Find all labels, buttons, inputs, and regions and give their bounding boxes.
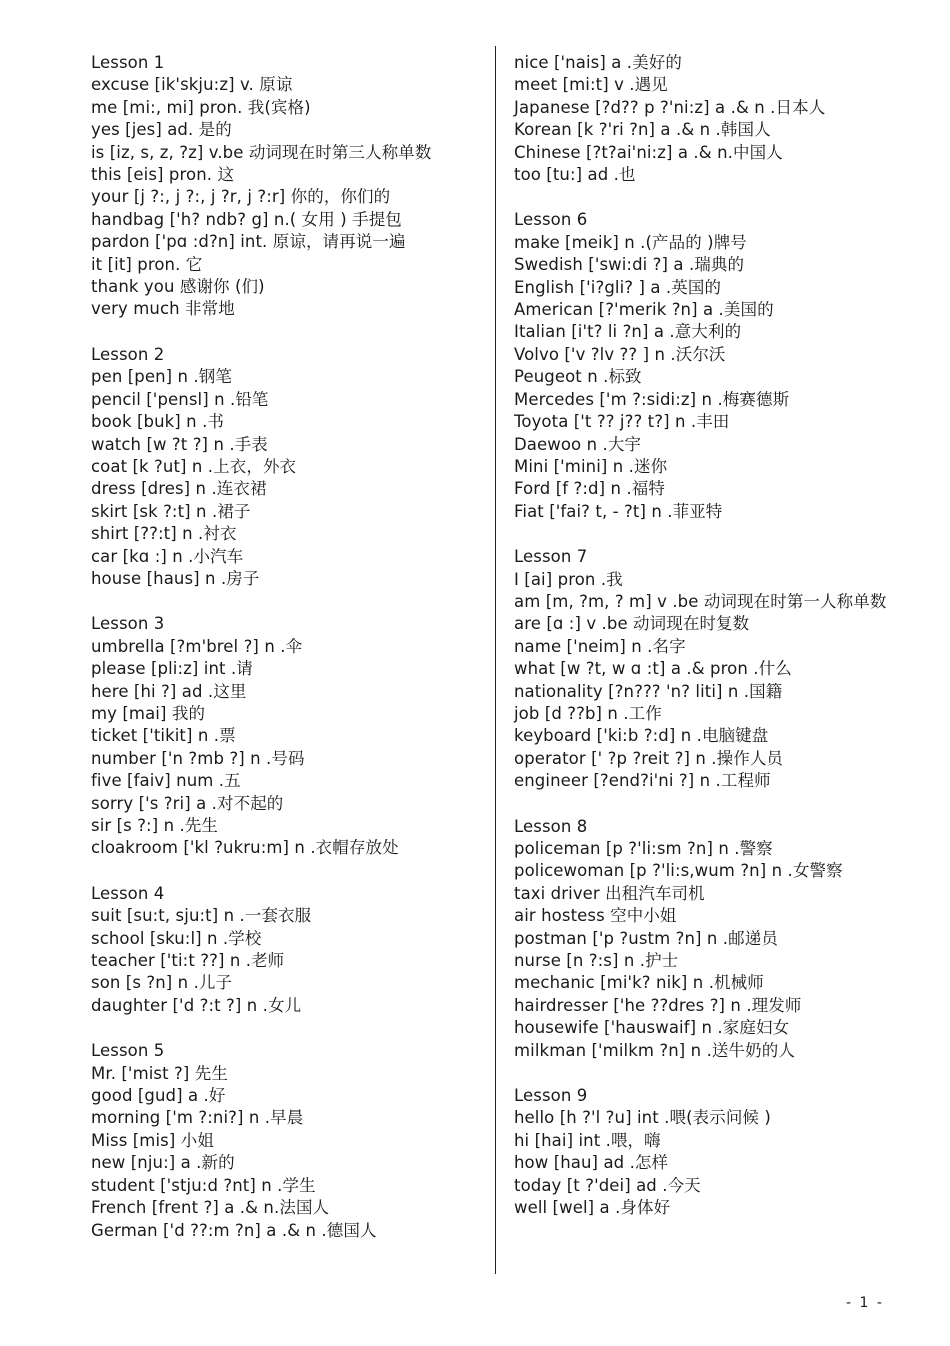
vocab-entry: American [?'merik ?n] a .美国的 [514, 300, 774, 320]
vocab-entry: is [iz, s, z, ?z] v.be 动词现在时第三人称单数 [91, 142, 432, 162]
vocab-entry: Fiat ['fai? t, - ?t] n .菲亚特 [514, 501, 723, 521]
lesson-title: Lesson 9 [514, 1086, 588, 1106]
vocab-entry: French [frent ?] a .& n.法国人 [91, 1198, 330, 1218]
vocab-entry: Chinese [?t?ai'ni:z] a .& n.中国人 [514, 142, 783, 162]
vocab-entry: Ford [f ?:d] n .福特 [514, 479, 665, 499]
vocab-entry: dress [dres] n .连衣裙 [91, 479, 267, 499]
vocab-entry: good [gud] a .好 [91, 1086, 226, 1106]
vocab-entry: here [hi ?] ad .这里 [91, 681, 247, 701]
vocab-entry: meet [mi:t] v .遇见 [514, 75, 668, 95]
page-number: - 1 - [846, 1295, 884, 1311]
vocab-entry: teacher ['ti:t ??] n .老师 [91, 951, 285, 971]
lesson-section [91, 613, 481, 859]
vocab-entry: Korean [k ?'ri ?n] a .& n .韩国人 [514, 120, 771, 140]
lesson-section [514, 1085, 904, 1219]
vocab-entry: thank you 感谢你 (们) [91, 277, 265, 297]
vocab-entry: coat [k ?ut] n .上衣，外衣 [91, 456, 297, 476]
lesson-title: Lesson 8 [514, 816, 588, 836]
left-column [91, 52, 481, 1265]
lesson-section [91, 1040, 481, 1242]
vocab-entry: excuse [ik'skju:z] v. 原谅 [91, 75, 293, 95]
vocab-entry: very much 非常地 [91, 299, 235, 319]
vocab-entry: me [mi:, mi] pron. 我(宾格) [91, 97, 311, 117]
vocab-entry: please [pli:z] int .请 [91, 659, 253, 679]
lesson-title: Lesson 1 [91, 53, 165, 72]
lesson-title: Lesson 2 [91, 344, 165, 364]
vocab-entry: car [kɑ :] n .小汽车 [91, 546, 244, 566]
lesson-title: Lesson 5 [91, 1041, 165, 1061]
vocab-entry: today [t ?'dei] ad .今天 [514, 1175, 701, 1195]
vocab-entry: are [ɑ :] v .be 动词现在时复数 [514, 614, 750, 634]
vocab-entry: sir [s ?:] n .先生 [91, 816, 219, 835]
vocab-entry: job [d ??b] n .工作 [514, 703, 662, 723]
vocab-entry: five [faiv] num .五 [91, 771, 241, 791]
vocab-entry: Mr. ['mist ?] 先生 [91, 1063, 228, 1083]
vocab-entry: hello [h ?'l ?u] int .喂(表示问候 ) [514, 1108, 771, 1128]
vocab-entry: nurse [n ?:s] n .护士 [514, 951, 679, 971]
vocab-entry: book [buk] n .书 [91, 412, 225, 432]
vocab-entry: umbrella [?m'brel ?] n .伞 [91, 636, 303, 656]
vocab-entry: Japanese [?d?? p ?'ni:z] a .& n .日本人 [514, 97, 826, 117]
vocab-entry: daughter ['d ?:t ?] n .女儿 [91, 995, 302, 1015]
vocab-entry: number ['n ?mb ?] n .号码 [91, 748, 305, 768]
vocab-entry: it [it] pron. 它 [91, 254, 203, 274]
vocab-entry: my [mai] 我的 [91, 703, 206, 723]
vocab-entry: I [ai] pron .我 [514, 569, 623, 589]
vocab-entry: Swedish ['swi:di ?] a .瑞典的 [514, 255, 745, 275]
vocab-entry: Peugeot n .标致 [514, 367, 642, 387]
vocab-entry: new [nju:] a .新的 [91, 1153, 235, 1173]
vocab-entry: yes [jes] ad. 是的 [91, 120, 232, 140]
lesson-section [514, 546, 904, 792]
vocab-entry: this [eis] pron. 这 [91, 165, 235, 185]
vocab-entry: policeman [p ?'li:sm ?n] n .警察 [514, 839, 773, 858]
lesson-section [91, 344, 481, 590]
vocab-entry: skirt [sk ?:t] n .裙子 [91, 501, 251, 521]
vocab-entry: Mini ['mini] n .迷你 [514, 456, 668, 476]
vocab-entry: nationality [?n??? 'n? liti] n .国籍 [514, 681, 783, 701]
vocab-entry: son [s ?n] n .儿子 [91, 973, 233, 993]
vocab-entry: well [wel] a .身体好 [514, 1198, 671, 1218]
vocab-entry: English ['i?gli? ] a .英国的 [514, 277, 722, 297]
vocab-entry: make [meik] n .(产品的 )牌号 [514, 232, 747, 252]
vocab-entry: too [tu:] ad .也 [514, 165, 636, 185]
vocab-entry: German ['d ??:m ?n] a .& n .德国人 [91, 1220, 377, 1240]
vocab-entry: pen [pen] n .钢笔 [91, 367, 232, 387]
vocab-entry: morning ['m ?:ni?] n .早晨 [91, 1108, 304, 1128]
vocab-entry: pencil ['pensl] n .铅笔 [91, 389, 269, 409]
vocab-entry: am [m, ?m, ? m] v .be 动词现在时第一人称单数 [514, 591, 887, 611]
vocab-entry: cloakroom ['kl ?ukru:m] n .衣帽存放处 [91, 838, 399, 858]
lesson-section [514, 52, 904, 186]
vocab-entry: hairdresser ['he ??dres ?] n .理发师 [514, 995, 802, 1015]
vocab-entry: milkman ['milkm ?n] n .送牛奶的人 [514, 1040, 795, 1060]
lesson-section [514, 816, 904, 1062]
vocab-entry: engineer [?end?i'ni ?] n .工程师 [514, 771, 771, 791]
vocab-entry: postman ['p ?ustm ?n] n .邮递员 [514, 928, 778, 948]
lesson-section [91, 883, 481, 1017]
vocab-entry: handbag ['h? ndb? g] n.( 女用 ) 手提包 [91, 209, 402, 229]
vocab-entry: Italian [i't? li ?n] a .意大利的 [514, 322, 742, 342]
right-column [514, 52, 904, 1243]
vocab-entry: watch [w ?t ?] n .手表 [91, 434, 268, 454]
vocab-entry: your [j ?:, j ?:, j ?r, j ?:r] 你的，你们的 [91, 187, 391, 207]
vocab-entry: school [sku:l] n .学校 [91, 928, 262, 948]
vocab-entry: name ['neim] n .名字 [514, 636, 686, 656]
vocab-entry: how [hau] ad .怎样 [514, 1153, 669, 1173]
vocab-entry: hi [hai] int .喂，嗨 [514, 1130, 661, 1150]
vocab-entry: housewife ['hauswaif] n .家庭妇女 [514, 1018, 790, 1038]
lesson-title: Lesson 4 [91, 883, 165, 903]
vocab-entry: ticket ['tikit] n .票 [91, 726, 236, 746]
vocab-entry: operator [' ?p ?reit ?] n .操作人员 [514, 748, 784, 768]
vocab-entry: shirt [??:t] n .衬衣 [91, 524, 237, 544]
vocab-entry: nice ['nais] a .美好的 [514, 53, 682, 72]
vocab-entry: Miss [mis] 小姐 [91, 1130, 214, 1150]
vocab-entry: what [w ?t, w ɑ :t] a .& pron .什么 [514, 659, 792, 679]
lesson-section [91, 52, 481, 321]
lesson-title: Lesson 7 [514, 547, 588, 567]
column-divider [495, 46, 496, 1274]
vocab-entry: house [haus] n .房子 [91, 568, 260, 588]
vocab-entry: Daewoo n .大宇 [514, 434, 642, 454]
vocab-entry: sorry ['s ?ri] a .对不起的 [91, 793, 284, 813]
vocab-entry: student ['stju:d ?nt] n .学生 [91, 1175, 316, 1195]
lesson-section [514, 209, 904, 523]
vocab-entry: policewoman [p ?'li:s,wum ?n] n .女警察 [514, 861, 843, 881]
lesson-title: Lesson 3 [91, 614, 165, 634]
vocab-entry: air hostess 空中小姐 [514, 906, 677, 926]
vocab-entry: taxi driver 出租汽车司机 [514, 883, 705, 903]
lesson-title: Lesson 6 [514, 210, 588, 230]
vocab-entry: keyboard ['ki:b ?:d] n .电脑键盘 [514, 726, 769, 746]
vocab-entry: Volvo ['v ?lv ?? ] n .沃尔沃 [514, 344, 726, 364]
vocab-entry: suit [su:t, sju:t] n .一套衣服 [91, 906, 312, 926]
vocab-entry: mechanic [mi'k? nik] n .机械师 [514, 973, 764, 993]
vocab-entry: Toyota ['t ?? j?? t?] n .丰田 [514, 412, 730, 432]
vocab-entry: pardon ['pɑ :d?n] int. 原谅，请再说一遍 [91, 232, 406, 252]
vocab-entry: Mercedes ['m ?:sidi:z] n .梅赛德斯 [514, 389, 790, 409]
